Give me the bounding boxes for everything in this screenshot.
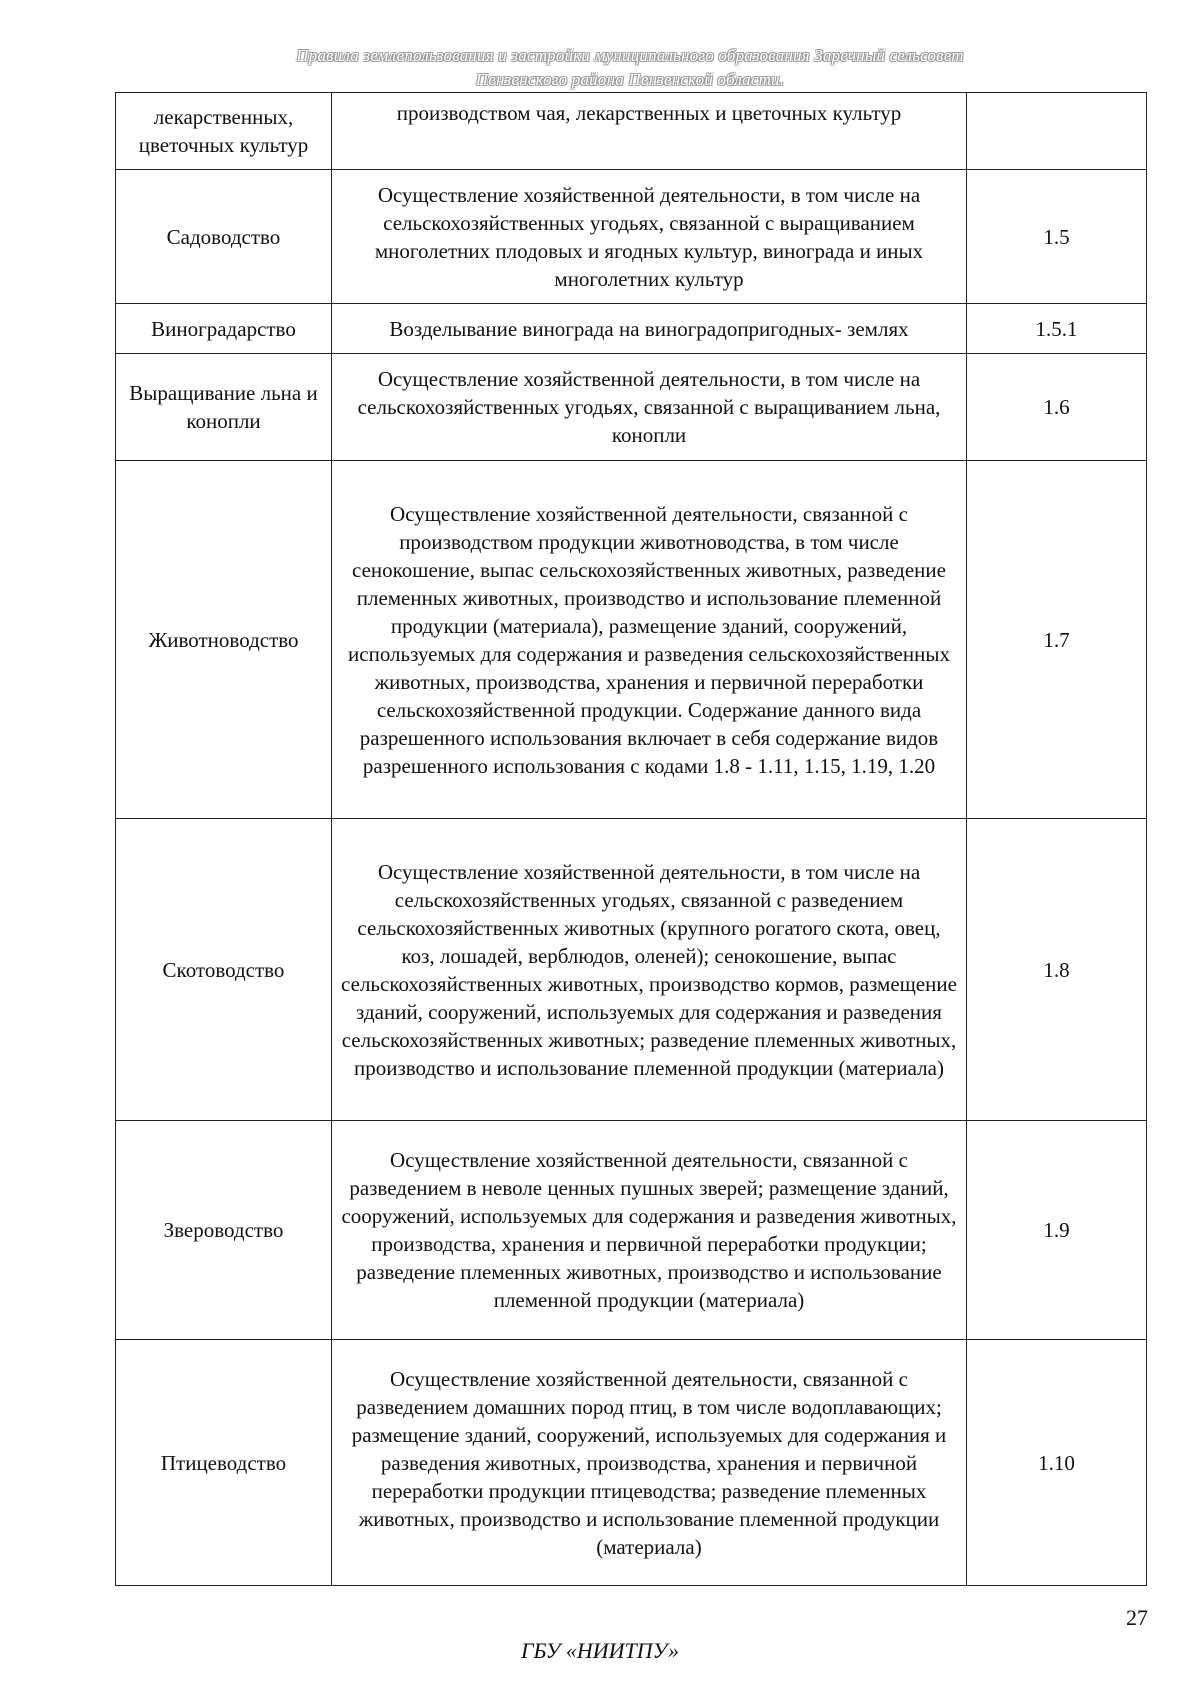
use-code-cell: 1.8: [967, 819, 1147, 1121]
table-row: [116, 304, 1147, 354]
table-row: [116, 461, 1147, 819]
running-header: [150, 44, 1110, 92]
table-row: [116, 354, 1147, 461]
land-use-table: [115, 92, 1147, 1586]
use-name-cell: Выращивание льна и конопли: [116, 354, 332, 461]
table-row: [116, 1340, 1147, 1586]
use-description-cell: Осуществление хозяйственной деятельности, связанной с производством продукции животноводства, в том числе сенокошение, выпас сельскохозяйственных животных, разведение племенных животных, производство и использование племенной продукции (материала), размещение зданий, сооружений, используемых для содержания и разведения сельскохозяйственных животных, производства, хранения и первичной переработки сельскохозяйственной продукции. Содержание данного вида разрешенного использования включает в себя содержание видов разрешенного использования с кодами 1.8 - 1.11, 1.15, 1.19, 1.20: [332, 461, 967, 819]
use-name-cell: Животноводство: [116, 461, 332, 819]
use-name-cell: Садоводство: [116, 170, 332, 304]
running-header-line-2: Пензенского района Пензенской области.: [475, 70, 785, 89]
use-code-cell: 1.5: [967, 170, 1147, 304]
use-description-cell: Возделывание винограда на виноградопригодных- землях: [332, 304, 967, 354]
use-description-cell: производством чая, лекарственных и цветочных культур: [332, 93, 967, 170]
table-row: [116, 93, 1147, 170]
use-description-cell: Осуществление хозяйственной деятельности, связанной с разведением в неволе ценных пушных зверей; размещение зданий, сооружений, используемых для содержания и разведения животных, производства, хранения и первичной переработки продукции; разведение племенных животных, производство и использование племенной продукции (материала): [332, 1121, 967, 1340]
use-code-cell: [967, 93, 1147, 170]
use-description-cell: Осуществление хозяйственной деятельности, связанной с разведением домашних пород птиц, в том числе водоплавающих; размещение зданий, сооружений, используемых для содержания и разведения животных, производства, хранения и первичной переработки продукции птицеводства; разведение племенных животных, производство и использование племенной продукции (материала): [332, 1340, 967, 1586]
use-code-cell: 1.9: [967, 1121, 1147, 1340]
page-number: 27: [1126, 1605, 1148, 1630]
use-code-cell: 1.7: [967, 461, 1147, 819]
use-description-cell: Осуществление хозяйственной деятельности, в том числе на сельскохозяйственных угодьях, связанной с разведением сельскохозяйственных животных (крупного рогатого скота, овец, коз, лошадей, верблюдов, оленей); сенокошение, выпас сельскохозяйственных животных, производство кормов, размещение зданий, сооружений, используемых для содержания и разведения сельскохозяйственных животных; разведение племенных животных, производство и использование племенной продукции (материала): [332, 819, 967, 1121]
use-name-cell: Скотоводство: [116, 819, 332, 1121]
use-description-cell: Осуществление хозяйственной деятельности, в том числе на сельскохозяйственных угодьях, связанной с выращиванием многолетних плодовых и ягодных культур, винограда и иных многолетних культур: [332, 170, 967, 304]
running-header-line-1: Правила землепользования и застройки муниципального образования Заречный сельсовет: [296, 46, 964, 65]
table-row: [116, 1121, 1147, 1340]
table-row: [116, 170, 1147, 304]
use-name-cell: лекарственных, цветочных культур: [116, 93, 332, 170]
use-code-cell: 1.10: [967, 1340, 1147, 1586]
use-code-cell: 1.6: [967, 354, 1147, 461]
use-code-cell: 1.5.1: [967, 304, 1147, 354]
use-name-cell: Птицеводство: [116, 1340, 332, 1586]
use-description-cell: Осуществление хозяйственной деятельности, в том числе на сельскохозяйственных угодьях, связанной с выращиванием льна, конопли: [332, 354, 967, 461]
footer-organization: ГБУ «НИИТПУ»: [520, 1638, 680, 1663]
table-row: [116, 819, 1147, 1121]
use-name-cell: Звероводство: [116, 1121, 332, 1340]
use-name-cell: Виноградарство: [116, 304, 332, 354]
